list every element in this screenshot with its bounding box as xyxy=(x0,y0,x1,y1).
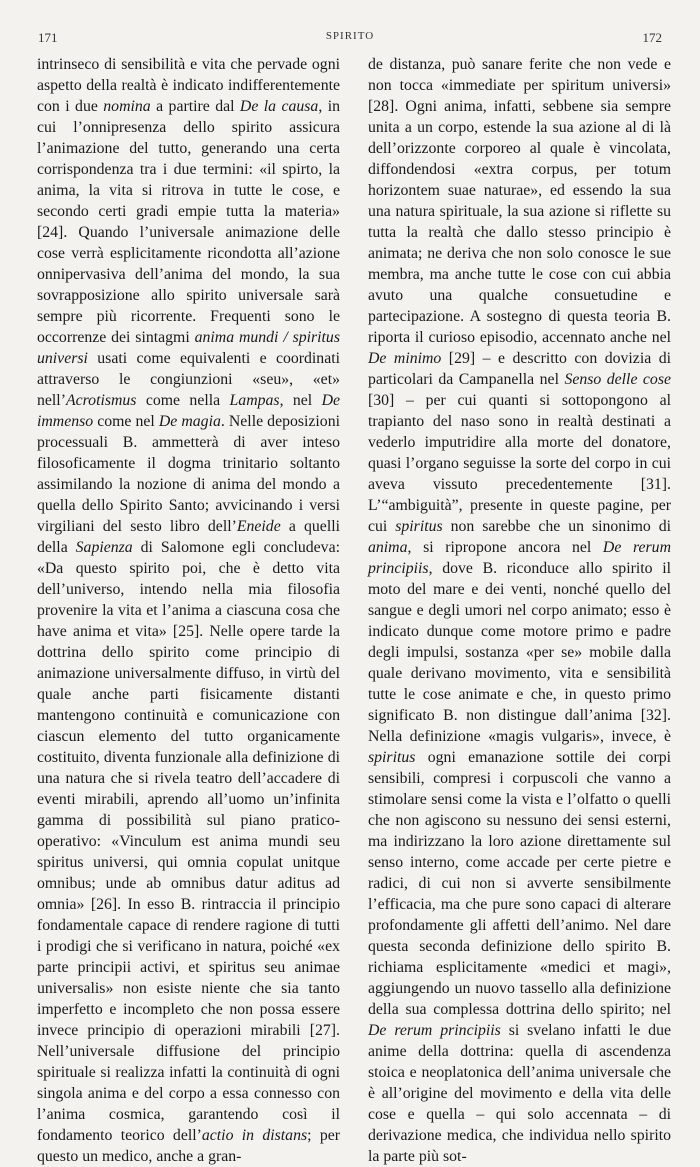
text-run: , nel xyxy=(279,392,322,409)
text-run: [30] – per cui quanti si sottopongono al trapianto del naso sono in realtà destinati a vederlo imputridire alla morte del donatore, quasi l’organo seguisse la sorte del corpo in cui aveva vissuto precedentemente [31]. L’“ambiguità”, presente in queste pagine, per cui xyxy=(368,392,671,535)
italic-run: actio in distans xyxy=(201,1127,308,1144)
text-run: come nel xyxy=(93,413,159,430)
italic-run: De rerum principiis xyxy=(368,539,671,577)
page-header xyxy=(0,30,700,50)
text-run: . Nelle deposizioni processuali B. ammetterà di aver inteso filosoficamente il dogma trinitario soltanto assimilando la nozione di anima del mondo a quella dello Spirito Santo; avvicinando i versi virgiliani del sesto libro dell’ xyxy=(37,413,340,535)
italic-run: De magia xyxy=(158,413,221,430)
italic-run: nomina xyxy=(103,98,151,115)
text-run: , dove B. riconduce allo spirito il moto del mare e dei venti, nonché quello del sangue e degli umori nel corpo animato; esso è indicato dunque come motore primo e padre degli impulsi, sostanza «per se» mobile dalla quale derivano movimento, vita e sensibilità tutte le cose animate e che, in questo primo significato B. non distingue dall’anima [32]. Nella definizione «magis vulgaris», invece, è xyxy=(368,560,671,745)
text-run: [29] – e descritto con dovizia di particolari da Campanella nel xyxy=(368,350,671,388)
text-run: , si ripropone ancora nel xyxy=(407,539,603,556)
italic-run: anima mundi / spiritus universi xyxy=(37,329,340,367)
text-run: de distanza, può sanare ferite che non vede e non tocca «immediate per spiritum universi» [28]. Ogni anima, infatti, sebbene sia sempre unita a un corpo, estende la sua azione al di là dell’orizzonte corporeo al quale è vincolata, diffondendosi «extra corpus, per totum horizontem suae naturae», ed essendo la sua una natura spirituale, la sua azione si riflette su tutta la realtà che dallo stesso principio è animata; ne deriva che non solo conosce le sue membra, ma anche tutte le cose con cui abbia avuto una qualche consuetudine e partecipazione. A sostegno di questa teoria B. riporta il curioso episodio, accennato anche nel xyxy=(368,56,671,346)
italic-run: Acrotismus xyxy=(65,392,137,409)
text-column-right xyxy=(368,54,671,1167)
text-run: a partire dal xyxy=(150,98,240,115)
italic-run: spiritus xyxy=(368,749,416,766)
body-paragraph xyxy=(37,54,340,1167)
text-run: usati come equivalenti e coordinati attraverso le congiunzioni «seu», «et» nell’ xyxy=(37,350,340,409)
running-title: SPIRITO xyxy=(325,30,375,42)
text-run: ; per questo un medico, anche a gran- xyxy=(37,1127,341,1165)
text-run: a quelli della xyxy=(37,518,340,556)
italic-run: Eneide xyxy=(236,518,281,535)
text-run: ogni emanazione sottile dei corpi sensibili, compresi i corpuscoli che vanno a stimolare sensi come la vista e l’olfatto o quelli che non agiscono su nessuno dei sensi esterni, ma indirizzano la loro azione direttamente sul senso interno, come accade per certe pietre e radici, di cui non si avverte sensibilmente l’efficacia, ma che pure sono capaci di alterare profondamente gli affetti dell’animo. Nel dare questa seconda definizione dello spirito B. richiama esplicitamente «medici et magi», aggiungendo un nuovo tassello alla definizione della sua complessa dottrina dello spirito; nel xyxy=(368,749,671,1018)
text-column-left xyxy=(37,54,340,1167)
italic-run: Sapienza xyxy=(75,539,133,556)
italic-run: De minimo xyxy=(368,350,442,367)
italic-run: De rerum principiis xyxy=(368,1022,501,1039)
text-run: si svelano infatti le due anime della dottrina: quella di ascendenza stoica e neoplatonica dell’anima universale che è all’origine del movimento e della vita delle cose e quella – qui solo accennata – di derivazione medica, che individua nello spirito la parte più sot- xyxy=(368,1022,671,1165)
text-run: non sarebbe che un sinonimo di xyxy=(442,518,671,535)
italic-run: anima xyxy=(368,539,408,556)
italic-run: spiritus xyxy=(395,518,443,535)
italic-run: De la causa xyxy=(239,98,319,115)
page-number-left: 171 xyxy=(38,30,58,45)
text-run: , in cui l’onnipresenza dello spirito assicura l’animazione del tutto, generando una certa corrispondenza tra i due termini: «il spirto, la anima, la vita si ritrova in tutte le cose, e secondo certi gradi empie tutta la materia» [24]. Quando l’universale animazione delle cose verrà esplicitamente ricondotta all’azione onnipervasiva dell’anima del mondo, la sua sovrapposizione allo spirito universale sarà sempre più ricorrente. Frequenti sono le occorrenze dei sintagmi xyxy=(37,98,341,346)
italic-run: De immenso xyxy=(37,392,340,430)
italic-run: Senso delle cose xyxy=(564,371,671,388)
text-run: come nella xyxy=(136,392,230,409)
italic-run: Lampas xyxy=(229,392,280,409)
text-run: intrinseco di sensibilità e vita che pervade ogni aspetto della realtà è indicato indifferentemente con i due xyxy=(37,56,340,115)
body-paragraph xyxy=(368,54,671,1167)
text-run: di Salomone egli concludeva: «Da questo spirito poi, che è detto vita dell’universo, intendo nella mia filosofia provenire la vita et l’anima a ciascuna cosa che have anima et vita» [25]. Nelle opere tarde la dottrina dello spirito come principio di animazione universalmente diffuso, in virtù del quale anche parti fisicamente distanti mantengono continuità e comunicazione con ciascun elemento del tutto organicamente costituito, diventa funzionale alla definizione di una natura che si rivela teatro dell’accadere di eventi mirabili, aprendo all’uomo un’infinita gamma di possibilità sul piano pratico-operativo: «Vinculum est anima mundi seu spiritus universi, qui omnia copulat unitque omnibus; unde ab omnibus datur aditus ad omnia» [26]. In esso B. rintraccia il principio fondamentale capace di rendere ragione di tutti i prodigi che si verificano in natura, poiché «ex parte principii activi, et spiritus seu animae universalis» non esiste niente che sia tanto imperfetto e incompleto che non possa essere invece principio di operazioni mirabili [27]. Nell’universale diffusione del principio spirituale si realizza infatti la continuità di ogni singola anima e del corpo a essa connesso con l’anima cosmica, garantendo così il fondamento teorico dell’ xyxy=(37,539,340,1144)
page-number-right: 172 xyxy=(642,30,662,45)
